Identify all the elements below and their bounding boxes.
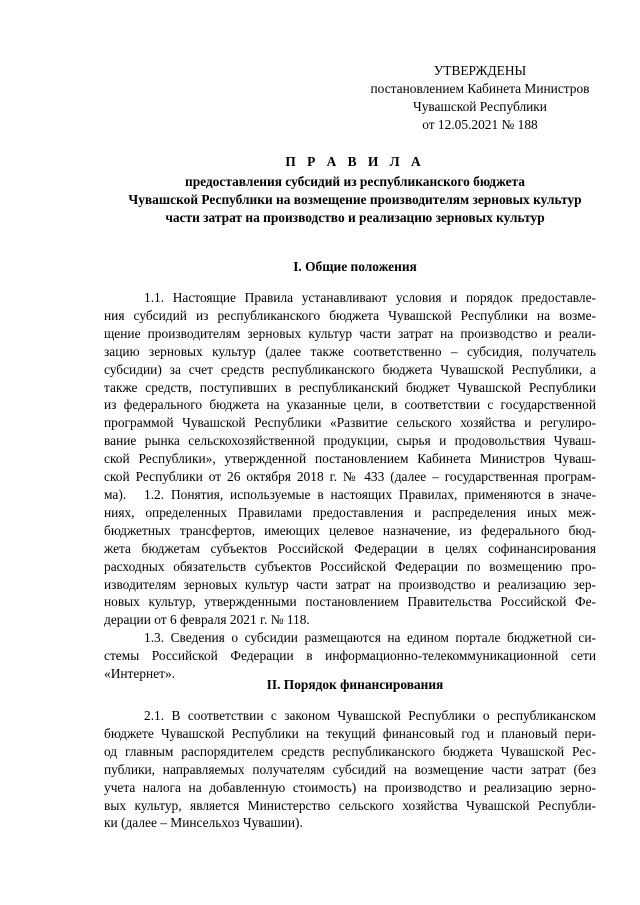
title-line: Чувашской Республики на возмещение производителям зерновых культур — [128, 192, 582, 207]
paragraph-line: расходных обязательств субъектов Российской Федерации по возмещению про- — [104, 558, 596, 574]
title-line: предоставления субсидий из республиканского бюджета — [184, 174, 525, 189]
paragraph-line: ской Республики», утвержденной постановлением Кабинета Министров Чуваш- — [104, 451, 596, 467]
paragraph-2-1 — [104, 707, 596, 832]
paragraph-line: 1.2. Понятия, используемые в настоящих Правилах, применяются в значе- — [144, 487, 596, 502]
paragraph-line: изводителям зерновых культур части затрат на производство и реализацию зер- — [104, 576, 596, 592]
paragraph-line: бюджетных трансфертов, имеющих целевое назначение, из федерального бюд- — [104, 522, 596, 538]
paragraph-line: 1.3. Сведения о субсидии размещаются на едином портале бюджетной си- — [144, 630, 596, 645]
paragraph-line: «Интернет». — [104, 665, 176, 681]
section-heading-general: I. Общие положения — [293, 259, 417, 274]
paragraph-line: вых культур, является Министерство сельского хозяйства Чувашской Республи- — [104, 797, 596, 813]
paragraph-line: дерации от 6 февраля 2021 г. № 118. — [104, 612, 310, 628]
paragraph-line: зацию зерновых культур (далее также соответственно – субсидия, получатель — [104, 343, 596, 359]
paragraph-1-2 — [104, 486, 596, 629]
paragraph-line: публики, направляемых получателям субсидий на возмещение части затрат (без — [104, 761, 596, 777]
paragraph-line: субсидии) за счет средств республиканского бюджета Чувашской Республики, а — [104, 361, 596, 377]
paragraph-line: жета бюджетам субъектов Российской Федерации в целях софинансирования — [104, 540, 596, 556]
paragraph-1-1 — [104, 289, 596, 504]
approval-line: от 12.05.2021 № 188 — [422, 117, 538, 132]
paragraph-line: од главным распорядителем средств республиканского бюджета Чувашской Рес- — [104, 743, 596, 759]
paragraph-line: щение производителям зерновых культур части затрат на производство и реали- — [104, 325, 596, 341]
paragraph-line: ма). — [104, 486, 127, 502]
paragraph-1-3 — [104, 629, 596, 683]
paragraph-line: ской Республики от 26 октября 2018 г. № 433 (далее – государственная програм- — [104, 469, 596, 485]
paragraph-line: также средств, поступивших в республиканский бюджет Чувашской Республики — [104, 379, 596, 395]
paragraph-line: 1.1. Настоящие Правила устанавливают условия и порядок предоставле- — [144, 290, 596, 305]
paragraph-line: новых культур, утвержденными постановлением Правительства Российской Фе- — [104, 594, 596, 610]
paragraph-line: ния субсидий из республиканского бюджета Чувашской Республики на возме- — [104, 307, 596, 323]
approval-line: Чувашской Республики — [413, 99, 547, 114]
paragraph-line: вание рынка сельскохозяйственной продукции, сырья и продовольствия Чуваш- — [104, 433, 596, 449]
paragraph-line: из федерального бюджета на указанные цели, в соответствии с государственной — [104, 397, 596, 413]
paragraph-line: бюджете Чувашской Республики на текущий финансовый год и плановый пери- — [104, 725, 596, 741]
approval-stamp — [350, 62, 610, 134]
paragraph-line: 2.1. В соответствии с законом Чувашской Республики о республиканском — [144, 708, 596, 723]
section-heading-financing: II. Порядок финансирования — [266, 677, 444, 692]
title-main: П Р А В И Л А — [285, 154, 425, 169]
paragraph-line: ниях, определенных Правилами предоставления и распределения иных меж- — [104, 504, 596, 520]
paragraph-line: учета налога на добавленную стоимость) на производство и реализацию зерно- — [104, 779, 596, 795]
title-line: части затрат на производство и реализацию зерновых культур — [165, 210, 545, 225]
approval-line: УТВЕРЖДЕНЫ — [433, 63, 527, 78]
paragraph-line: ки (далее – Минсельхоз Чувашии). — [104, 815, 303, 831]
paragraph-line: стемы Российской Федерации в информационно-телекоммуникационной сети — [104, 647, 596, 663]
document-title — [60, 153, 640, 227]
approval-line: постановлением Кабинета Министров — [370, 81, 590, 96]
paragraph-line: программой Чувашской Республики «Развитие сельского хозяйства и регулиро- — [104, 415, 596, 431]
